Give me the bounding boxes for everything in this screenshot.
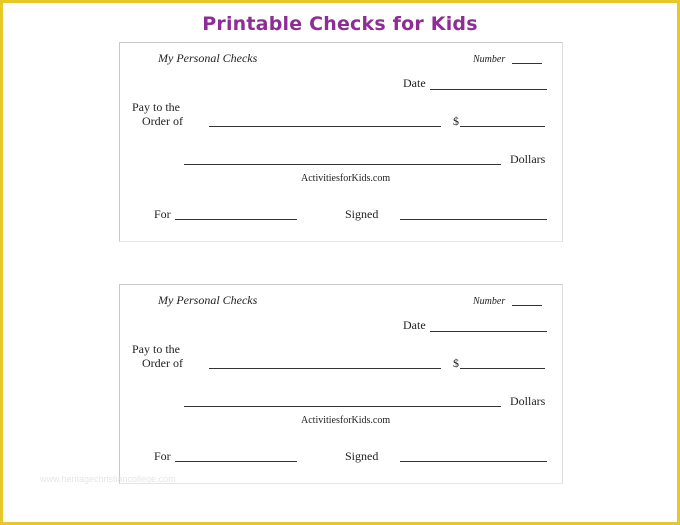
date-label: Date [403,76,426,90]
order-of-label: Order of [142,114,183,128]
amount-line [460,126,545,127]
pay-to-label: Pay to the [132,342,180,356]
date-line [430,89,547,90]
for-label: For [154,207,171,221]
pay-to-label: Pay to the [132,100,180,114]
payee-line [209,126,441,127]
number-label: Number [473,296,506,307]
for-label: For [154,449,171,463]
date-label: Date [403,318,426,332]
check-1 [119,42,563,242]
amount-words-line [184,164,501,165]
dollars-label: Dollars [510,152,546,166]
signature-line [400,219,547,220]
date-line [430,331,547,332]
check-heading: My Personal Checks [158,51,258,65]
signed-label: Signed [345,207,379,221]
memo-line [175,219,297,220]
check-heading: My Personal Checks [158,293,258,307]
dollar-sign: $ [453,356,459,370]
memo-line [175,461,297,462]
watermark-text: www.heritagechristiancollege.com [40,474,176,484]
dollar-sign: $ [453,114,459,128]
website-text: ActivitiesforKids.com [301,415,391,426]
signed-label: Signed [345,449,379,463]
order-of-label: Order of [142,356,183,370]
dollars-label: Dollars [510,394,546,408]
number-line [512,305,542,306]
check-2 [119,284,563,484]
website-text: ActivitiesforKids.com [301,173,391,184]
payee-line [209,368,441,369]
number-label: Number [473,54,506,65]
signature-line [400,461,547,462]
page-title: Printable Checks for Kids [202,13,478,35]
number-line [512,63,542,64]
amount-words-line [184,406,501,407]
amount-line [460,368,545,369]
